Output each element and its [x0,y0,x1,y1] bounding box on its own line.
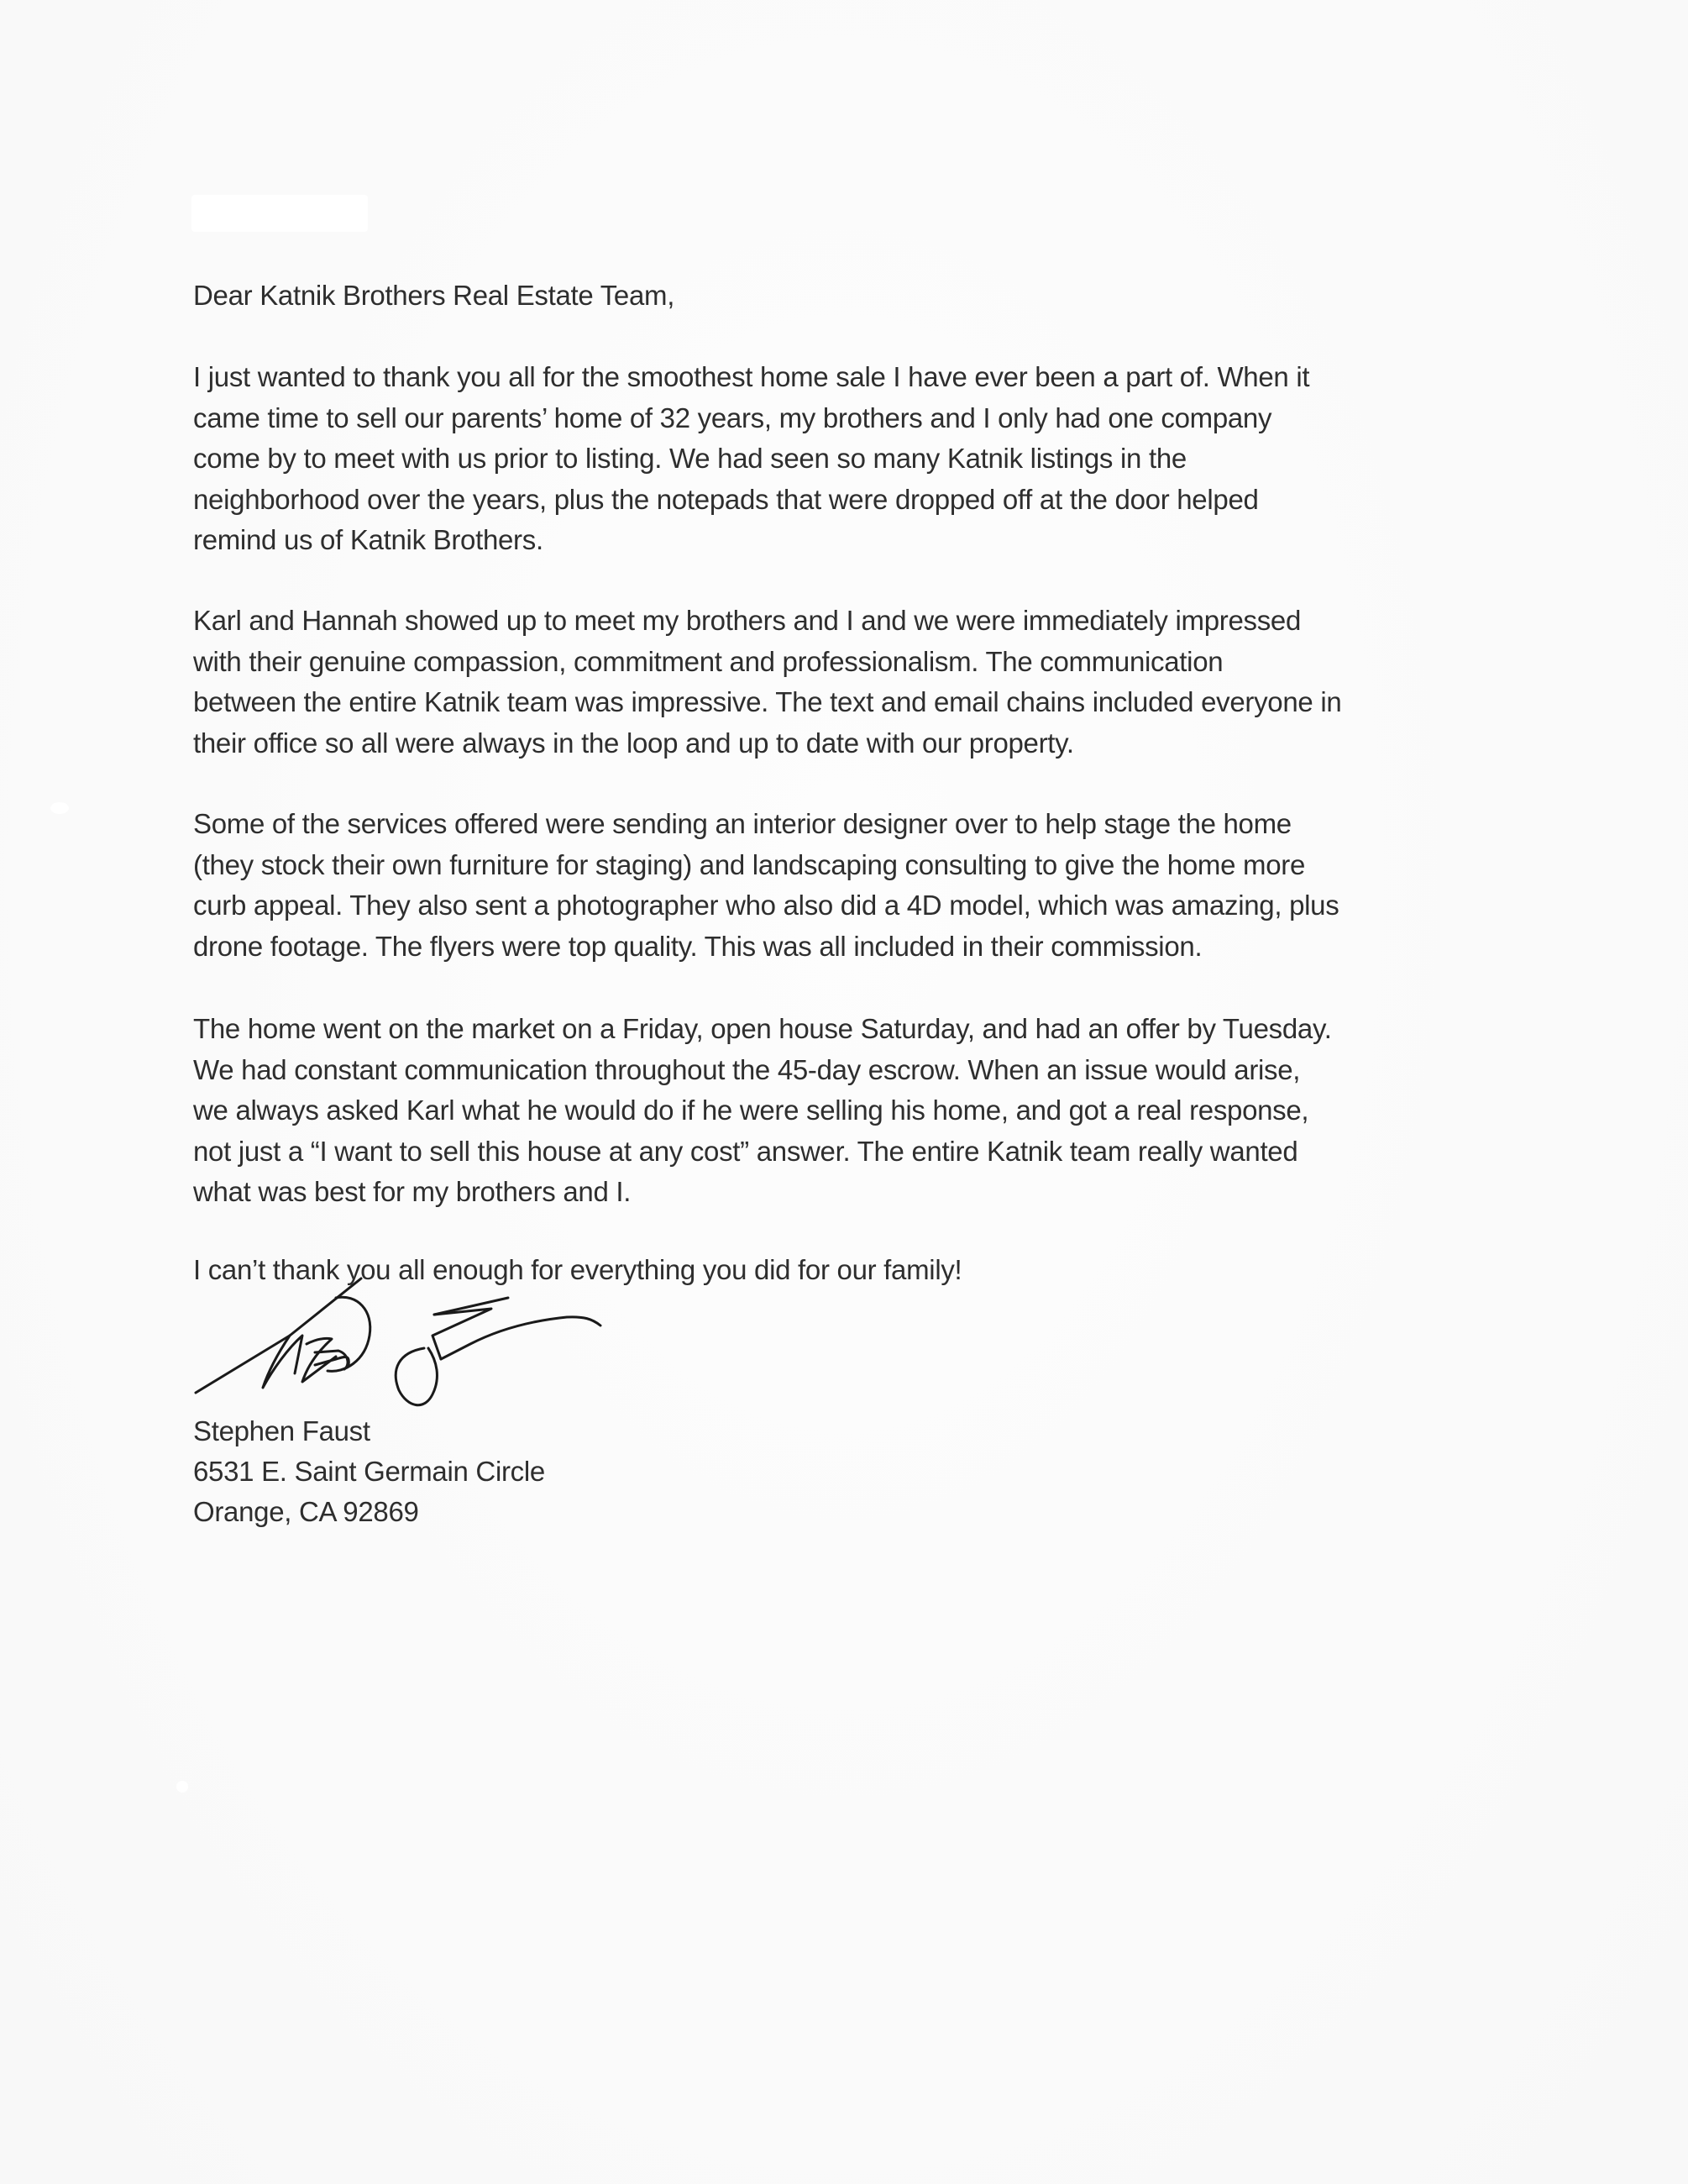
paragraph-2 [193,601,1503,764]
paragraph-1 [193,357,1503,561]
paragraph-3 [193,804,1503,967]
closing-line: I can’t thank you all enough for everything you did for our family! [193,1254,962,1285]
paragraph-line: We had constant communication throughout the 45-day escrow. When an issue would arise, [193,1053,1301,1085]
paragraph-line: The home went on the market on a Friday, open house Saturday, and had an offer by Tuesday. [193,1013,1332,1044]
greeting: Dear Katnik Brothers Real Estate Team, [193,280,675,311]
paragraph-line: between the entire Katnik team was impressive. The text and email chains included everyone in [193,686,1342,717]
address-line-1: 6531 E. Saint Germain Circle [193,1456,545,1487]
paragraph-line: came time to sell our parents’ home of 32 years, my brothers and I only had one company [193,402,1272,433]
paragraph-line: their office so all were always in the loop and up to date with our property. [193,727,1074,759]
paragraph-line: Karl and Hannah showed up to meet my brothers and I and we were immediately impressed [193,605,1302,636]
paragraph-line: we always asked Karl what he would do if he were selling his home, and got a real response, [193,1095,1309,1126]
paragraph-line: Some of the services offered were sending an interior designer over to help stage the home [193,808,1292,839]
address-line-2: Orange, CA 92869 [193,1496,419,1527]
handwritten-signature [189,1277,626,1428]
paragraph-line: drone footage. The flyers were top quality. This was all included in their commission. [193,930,1203,962]
paragraph-line: with their genuine compassion, commitment and professionalism. The communication [193,645,1224,677]
paragraph-line: not just a “I want to sell this house at any cost” answer. The entire Katnik team really wanted [193,1135,1298,1167]
signer-name: Stephen Faust [193,1415,370,1446]
paragraph-line: neighborhood over the years, plus the notepads that were dropped off at the door helped [193,483,1259,515]
paragraph-line: I just wanted to thank you all for the smoothest home sale I have ever been a part of. When it [193,361,1310,392]
paragraph-line: (they stock their own furniture for staging) and landscaping consulting to give the home more [193,848,1306,880]
paragraph-line: remind us of Katnik Brothers. [193,524,543,555]
scan-artifact [176,1781,188,1793]
paragraph-line: what was best for my brothers and I. [193,1176,632,1207]
scan-artifact [50,802,69,814]
paragraph-4 [193,1009,1503,1213]
paragraph-line: come by to meet with us prior to listing. We had seen so many Katnik listings in the [193,443,1187,474]
paragraph-line: curb appeal. They also sent a photographer who also did a 4D model, which was amazing, plus [193,890,1339,921]
redacted-date [191,195,368,232]
